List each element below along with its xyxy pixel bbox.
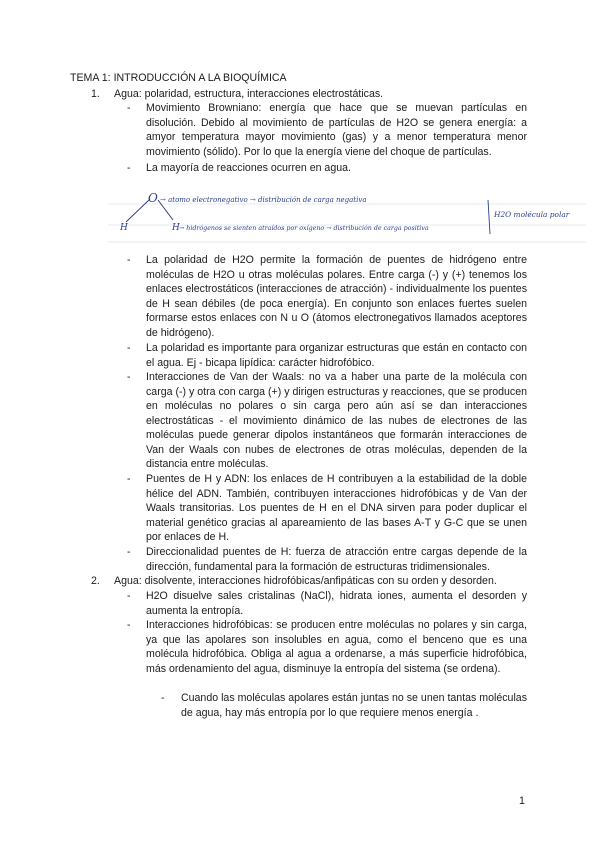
list-item <box>127 341 527 370</box>
polar-molecule-note: H2O molécula polar <box>494 210 570 219</box>
list-item <box>127 472 527 545</box>
bullet-dash: - <box>161 692 165 704</box>
bullet-dash: - <box>127 254 131 266</box>
section-number: 1. <box>91 88 100 100</box>
list-item <box>127 618 527 691</box>
oxygen-label: O <box>148 191 158 205</box>
list-item-text: Interacciones hidrofóbicas: se producen entre moléculas no polares y sin carga, ya que las apolares son insolubles en agua, como el benceno que es una molécula hidrofóbica. Obliga al agua a ordenarse, a más superficie hidrofóbica, más ordenamiento del agua, disminuye la entropía del sistema (se ordena). <box>146 619 527 675</box>
brace-line <box>488 200 490 234</box>
list-item-text: La mayoría de reacciones ocurren en agua. <box>146 162 351 174</box>
bullet-dash: - <box>127 162 131 174</box>
section-number: 2. <box>91 575 100 587</box>
list-item <box>127 370 527 472</box>
section-heading-text: Agua: disolvente, interacciones hidrofóbicas/anfipáticas con su orden y desorden. <box>114 575 497 587</box>
sub-list-item-text: Cuando las moléculas apolares están juntas no se unen tantas moléculas de agua, hay más entropía por lo que requiere menos energía . <box>181 692 527 719</box>
list-item-text: Movimiento Browniano: energía que hace que se muevan partículas en disolución. Debido al movimiento de partículas de H2O se genera energía: a amyor temperatura mayor movimiento (gas) y a menor temperatura menor movimiento (sólido). Por lo que la energía viene del choque de partículas. <box>146 102 527 158</box>
bullet-dash: - <box>127 590 131 602</box>
bullet-dash: - <box>127 473 131 485</box>
list-item <box>127 253 527 341</box>
bullet-dash: - <box>127 102 131 114</box>
page-title: TEMA 1: INTRODUCCIÓN A LA BIOQUÍMICA <box>70 72 287 84</box>
hydrogen-label-left: H <box>120 223 128 233</box>
list-item-text: La polaridad de H2O permite la formación de puentes de hidrógeno entre moléculas de H2O u otras moléculas polares. Entre carga (-) y (+) tenemos los enlaces electrostáticos (interacciones de atracción) - individualmente los puentes de H sean débiles (de poca energía). En conjunto son enlaces fuertes suelen formarse estos enlaces con N u O (átomos electronegativos llamados aceptores de hidrógeno). <box>146 254 527 339</box>
list-item <box>127 101 527 159</box>
hydrogen-label-right: H <box>172 223 180 233</box>
bullet-dash: - <box>127 546 131 558</box>
list-item <box>127 545 527 574</box>
list-item-text: Interacciones de Van der Waals: no va a haber una parte de la molécula con carga (-) y otra con carga (+) y dirigen estructuras y reacciones, que se producen en moléculas no polares o sin carga pero aún así se dan interacciones electrostáticas - el movimiento dinámico de las nubes de electrones de las moléculas puede generar dipolos instantáneos que formarán interacciones de Van der Waals con nubes de electrones de otras moléculas, dependen de la distancia entre moléculas. <box>146 371 527 470</box>
list-item <box>127 589 527 618</box>
hydrogen-note: → hidrógenos se sienten atraídos por oxígeno → distribución de carga positiva <box>179 225 429 232</box>
oxygen-note: → atomo electronegativo → distribución de carga negativa <box>160 196 367 204</box>
handwritten-sketch <box>108 190 586 246</box>
list-item <box>127 161 527 176</box>
list-item-text: Direccionalidad puentes de H: fuerza de atracción entre cargas depende de la dirección, fundamental para la formación de estructuras tridimensionales. <box>146 546 527 573</box>
page-number: 1 <box>519 795 525 807</box>
list-item-text: H2O disuelve sales cristalinas (NaCl), hidrata iones, aumenta el desorden y aumenta la entropía. <box>146 590 527 617</box>
section-heading-text: Agua: polaridad, estructura, interacciones electrostáticas. <box>114 88 384 100</box>
bullet-dash: - <box>127 342 131 354</box>
bullet-dash: - <box>127 619 131 631</box>
sub-list-item <box>161 691 527 735</box>
bullet-dash: - <box>127 371 131 383</box>
bond-line-left <box>126 199 150 222</box>
list-item-text: La polaridad es importante para organizar estructuras que están en contacto con el agua. Ej - bicapa lipídica: carácter hidrofóbico. <box>146 342 527 369</box>
list-item-text: Puentes de H y ADN: los enlaces de H contribuyen a la estabilidad de la doble hélice del ADN. También, contribuyen interacciones hidrofóbicas y de Van der Waals transitorias. Los puentes de H en el DNA sirven para poder duplicar el material genético gracias al apareamiento de las bases A-T y G-C que se unen por enlaces de H. <box>146 473 527 543</box>
